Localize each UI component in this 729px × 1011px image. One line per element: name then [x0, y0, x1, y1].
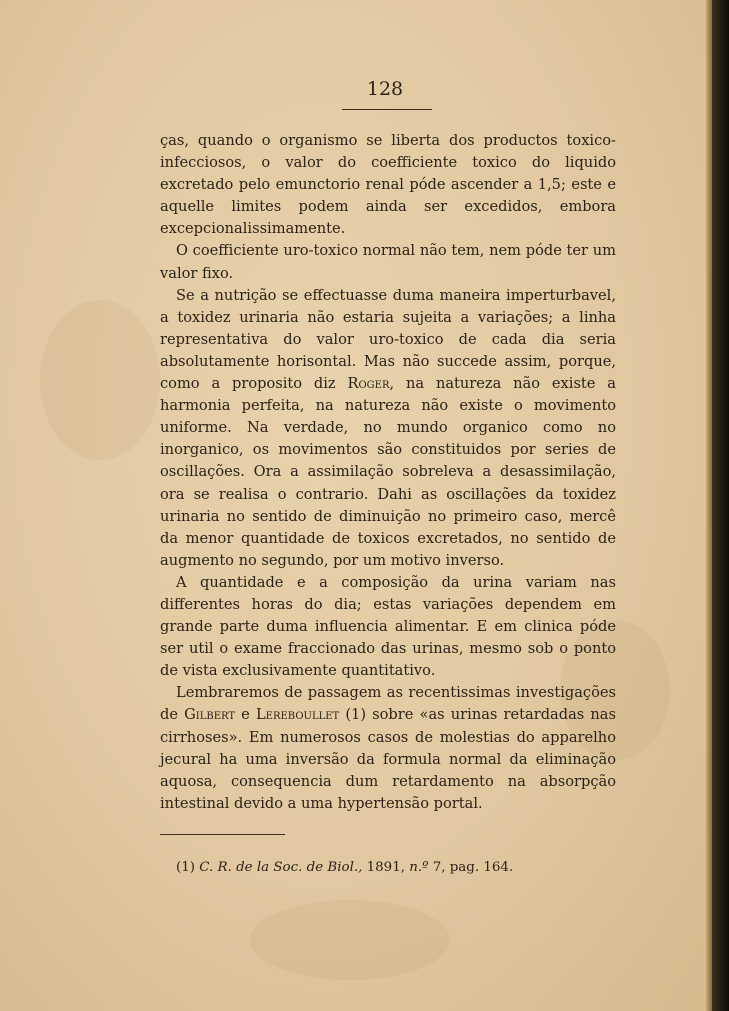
- footnote-details: 7, pag. 164.: [432, 860, 514, 875]
- paragraph-2: O coefficiente uro-toxico normal não tem, nem póde ter um valor fixo.: [160, 242, 616, 282]
- footnote-source: C. R. de la Soc. de Biol.,: [199, 860, 363, 875]
- paragraph-1: ças, quando o organismo se liberta dos productos toxico-infecciosos, o valor do coefficiente toxico do liquido excretado pelo emunctorio renal póde ascender a 1,5; este e aquelle limites podem ainda ser excedidos, embora excepcionalissimamente.: [160, 132, 616, 238]
- paragraph-5: [160, 682, 616, 815]
- paragraph-5-text-a: Lembraremos de passagem as recentissimas investigações de: [160, 684, 616, 724]
- paragraph-5-conjunction: e: [235, 706, 256, 724]
- paragraph-3-text-a: Se a nutrição se effectuasse duma maneira imperturbavel, a toxidez urinaria não estaria sujeita a variações; a linha representativa do valor uro-toxico de cada dia seria absolutamente horisontal. Mas não succede assim, porque, como a proposito diz: [160, 286, 616, 393]
- paper-stain: [250, 900, 450, 980]
- footnote-marker: (1): [176, 860, 195, 875]
- body-text: [160, 130, 616, 815]
- footnote-number-label: n.º: [409, 860, 429, 875]
- footnote: [176, 860, 616, 875]
- paragraph-5-text-b: (1) sobre «as urinas retardadas nas cirrhoses». Em numerosos casos de molestias do apparelho jecural ha uma inversão da formula normal da eliminação aquosa, consequencia dum retardamento na absorpção intestinal devido a uma hypertensão portal.: [160, 706, 616, 812]
- paper-stain: [40, 300, 160, 460]
- footnote-rule: [160, 834, 285, 835]
- book-spine: [712, 0, 729, 1011]
- page-number-rule: [342, 109, 432, 110]
- page-number: 128: [366, 78, 404, 100]
- paragraph-3: [160, 285, 616, 572]
- paragraph-4: A quantidade e a composição da urina variam nas differentes horas do dia; estas variações dependem em grande parte duma influencia alimentar. E em clinica póde ser util o exame fraccionado das urinas, mesmo sob o ponto de vista exclusivamente quantitativo.: [160, 573, 616, 680]
- author-name-roger: Roger: [347, 375, 390, 393]
- footnote-year: 1891,: [366, 860, 405, 875]
- author-name-gilbert: Gilbert: [184, 706, 236, 724]
- author-name-lereboullet: Lereboullet: [255, 706, 340, 724]
- paragraph-3-text-b: , na natureza não existe a harmonia perfeita, na natureza não existe o movimento uniforme. Na verdade, no mundo organico como no inorganico, os movimentos são constituidos por series de oscillações. Ora a assimilação sobreleva a desassimilação, ora se realisa o contrario. Dahi as oscillações da toxidez urinaria no sentido de diminuição no primeiro caso, mercê da menor quantidade de toxicos excretados, no sentido de augmento no segundo, por um motivo inverso.: [160, 375, 616, 569]
